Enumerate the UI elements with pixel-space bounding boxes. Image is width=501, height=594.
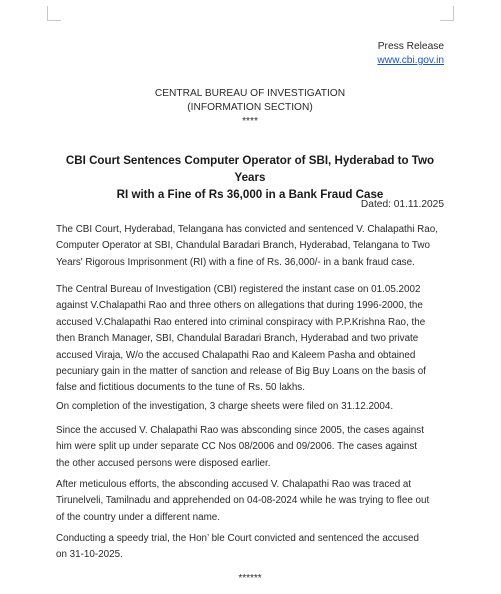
paragraph-line: on 31-10-2025. bbox=[56, 549, 123, 561]
paragraph-line: of the country under a different name. bbox=[56, 511, 220, 523]
paragraph-line: Conducting a speedy trial, the Hon’ ble Court convicted and sentenced the accused bbox=[56, 533, 419, 544]
paragraph-4 bbox=[56, 423, 444, 472]
paragraph-line: The CBI Court, Hyderabad, Telangana has convicted and sentenced V. Chalapathi Rao, bbox=[56, 224, 438, 235]
title-line-2: RI with a Fine of Rs 36,000 in a Bank Fraud Case bbox=[116, 188, 384, 201]
dated-line: Dated: 01.11.2025 bbox=[360, 199, 444, 210]
paragraph-6 bbox=[56, 531, 444, 564]
organization-heading bbox=[56, 87, 444, 129]
paragraph-line: false and fictitious documents to the tune of Rs. 50 lakhs. bbox=[56, 382, 305, 394]
crop-mark-top-left-h bbox=[47, 20, 61, 21]
paragraph-line: Computer Operator at SBI, Chandulal Baradari Branch, Hyderabad, Telangana to Two bbox=[56, 240, 430, 252]
end-stars: ****** bbox=[238, 573, 262, 584]
paragraph-line: against V.Chalapathi Rao and three others on allegations that during 1996-2000, the bbox=[56, 300, 423, 312]
paragraph-line: accused V.Chalapathi Rao entered into criminal conspiracy with P.P.Krishna Rao, the bbox=[56, 316, 426, 328]
org-stars: **** bbox=[242, 116, 258, 127]
paragraph-line: accused Viraja, W/o the accused Chalapathi Rao and Kaleem Pasha and obtained bbox=[56, 349, 416, 361]
paragraph-line: him were split up under separate CC Nos 08/2006 and 09/2006. The cases against bbox=[56, 441, 417, 453]
paragraph-line: The Central Bureau of Investigation (CBI) registered the instant case on 01.05.2002 bbox=[56, 284, 421, 295]
website-link[interactable]: www.cbi.gov.in bbox=[377, 55, 444, 66]
title-line-1: CBI Court Sentences Computer Operator of SBI, Hyderabad to Two Years bbox=[65, 154, 435, 184]
paragraph-line: Tirunelveli, Tamilnadu and apprehended on 04-08-2024 while he was trying to flee out bbox=[56, 495, 430, 507]
paragraph-line: After meticulous efforts, the absconding accused V. Chalapathi Rao was traced at bbox=[56, 479, 412, 490]
press-release-label: Press Release bbox=[377, 41, 444, 52]
paragraph-line: Years' Rigorous Imprisonment (RI) with a fine of Rs. 36,000/- in a bank fraud case. bbox=[56, 256, 415, 268]
paragraph-line: the other accused persons were disposed earlier. bbox=[56, 457, 271, 469]
paragraph-line: pecuniary gain in the matter of sanction and release of Big Buy Loans on the basis of bbox=[56, 366, 426, 378]
crop-mark-top-right bbox=[439, 6, 454, 20]
paragraph-5 bbox=[56, 477, 444, 526]
org-section: (INFORMATION SECTION) bbox=[187, 102, 313, 113]
paragraph-3 bbox=[56, 399, 444, 415]
org-name: CENTRAL BUREAU OF INVESTIGATION bbox=[154, 88, 346, 99]
document-title bbox=[56, 152, 444, 203]
crop-mark-top-left bbox=[47, 6, 62, 20]
crop-mark-top-right-h bbox=[440, 20, 454, 21]
paragraph-line: then Branch Manager, SBI, Chandulal Baradari Branch, Hyderabad and two private bbox=[56, 333, 419, 345]
press-release-block bbox=[377, 40, 444, 68]
paragraph-2 bbox=[56, 282, 444, 397]
paragraph-1 bbox=[56, 222, 444, 271]
paragraph-line: Since the accused V. Chalapathi Rao was absconding since 2005, the cases against bbox=[56, 425, 424, 436]
paragraph-line: On completion of the investigation, 3 charge sheets were filed on 31.12.2004. bbox=[56, 401, 394, 412]
